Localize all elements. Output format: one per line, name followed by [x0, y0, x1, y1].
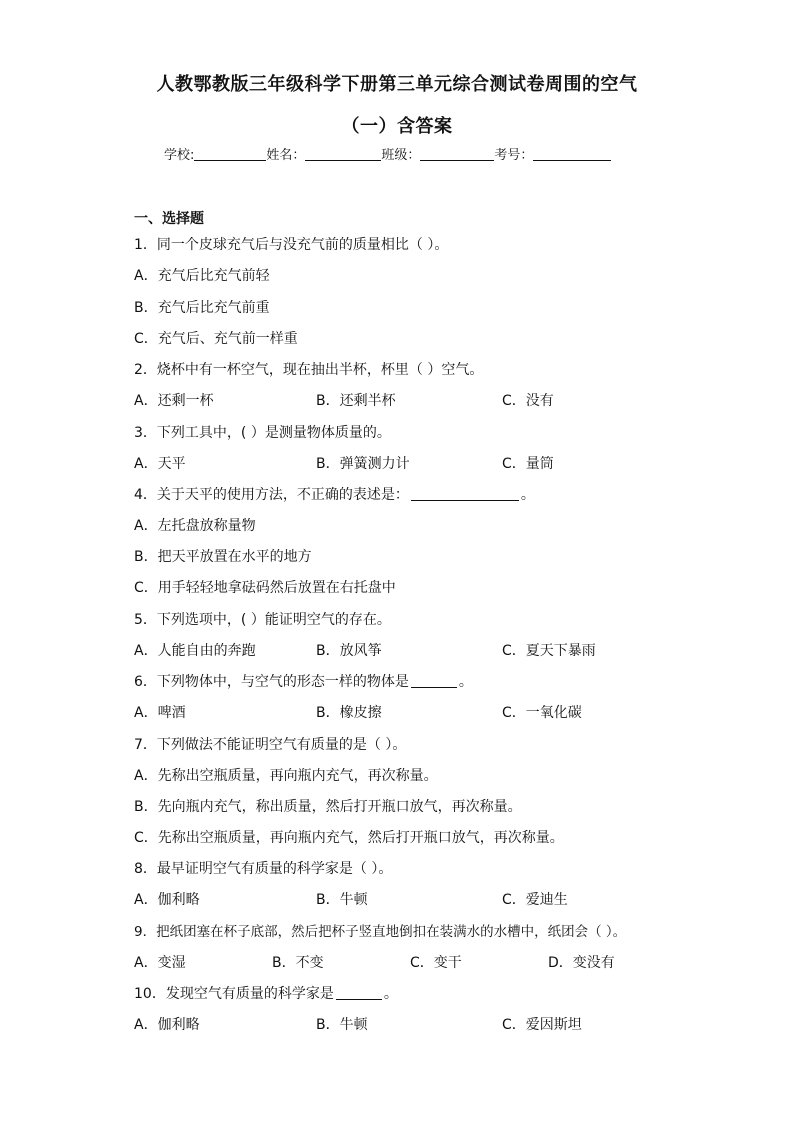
question-option[interactable]: A．伽利略 [134, 892, 200, 908]
question-text: 8．最早证明空气有质量的科学家是（ ）。 [134, 861, 393, 877]
question-end: 。 [520, 487, 535, 503]
question-row [134, 484, 535, 504]
question-option[interactable]: D．变没有 [548, 955, 615, 971]
number-label: 考号： [494, 148, 534, 163]
school-blank[interactable] [194, 146, 266, 161]
question-option[interactable]: C．充气后、充气前一样重 [134, 331, 298, 347]
question-option[interactable]: B．放风筝 [316, 643, 382, 659]
question-option[interactable]: A．还剩一杯 [134, 393, 214, 409]
question-option[interactable]: A．人能自由的奔跑 [134, 643, 256, 659]
question-option[interactable]: C．爱因斯坦 [502, 1017, 582, 1033]
question-option[interactable]: B．弹簧测力计 [316, 456, 410, 472]
class-label: 班级： [381, 148, 421, 163]
answer-blank[interactable] [411, 486, 519, 501]
question-option[interactable]: A．先称出空瓶质量，再向瓶内充气，再次称量。 [134, 768, 438, 784]
question-option[interactable]: B．充气后比充气前重 [134, 300, 270, 316]
page-title: 人教鄂教版三年级科学下册第三单元综合测试卷周围的空气 [156, 74, 638, 95]
question-option[interactable]: A．变湿 [134, 955, 186, 971]
question-text: 1．同一个皮球充气后与没充气前的质量相比（ ）。 [134, 237, 449, 253]
question-option[interactable]: B．不变 [272, 955, 324, 971]
question-option[interactable]: A．左托盘放称量物 [134, 518, 256, 534]
question-option[interactable]: B．牛顿 [316, 1017, 368, 1033]
page-subtitle: （一）含答案 [341, 116, 453, 137]
question-option[interactable]: B．把天平放置在水平的地方 [134, 549, 312, 565]
question-option[interactable]: C．夏天下暴雨 [502, 643, 596, 659]
question-option[interactable]: A．充气后比充气前轻 [134, 268, 270, 284]
question-option[interactable]: C．爱迪生 [502, 892, 568, 908]
question-option[interactable]: A．天平 [134, 456, 186, 472]
question-text: 2．烧杯中有一杯空气，现在抽出半杯，杯里（ ）空气。 [134, 362, 484, 378]
question-end: 。 [383, 986, 398, 1002]
question-option[interactable]: A．啤酒 [134, 705, 186, 721]
question-option[interactable]: C．变干 [410, 955, 462, 971]
question-text: 5．下列选项中，( ）能证明空气的存在。 [134, 612, 391, 628]
name-label: 姓名： [266, 148, 306, 163]
number-blank[interactable] [533, 146, 611, 161]
question-option[interactable]: A．伽利略 [134, 1017, 200, 1033]
question-option[interactable]: B．还剩半杯 [316, 393, 396, 409]
class-blank[interactable] [420, 146, 494, 161]
question-option[interactable]: C．用手轻轻地拿砝码然后放置在右托盘中 [134, 580, 396, 596]
question-text: 3．下列工具中，( ）是测量物体质量的。 [134, 425, 391, 441]
question-option[interactable]: C．一氧化碳 [502, 705, 582, 721]
question-row [134, 983, 398, 1003]
question-option[interactable]: B．橡皮擦 [316, 705, 382, 721]
question-text: 4．关于天平的使用方法，不正确的表述是： [134, 487, 409, 503]
school-label: 学校: [164, 148, 195, 163]
question-text: 10．发现空气有质量的科学家是 [134, 986, 334, 1002]
question-option[interactable]: B．牛顿 [316, 892, 368, 908]
question-option[interactable]: C．量筒 [502, 456, 554, 472]
question-text: 7．下列做法不能证明空气有质量的是（ ）。 [134, 737, 407, 753]
question-option[interactable]: C．先称出空瓶质量，再向瓶内充气，然后打开瓶口放气，再次称量。 [134, 830, 564, 846]
answer-blank[interactable] [336, 985, 382, 1000]
section-heading: 一、选择题 [134, 211, 204, 227]
question-option[interactable]: B．先向瓶内充气，称出质量，然后打开瓶口放气，再次称量。 [134, 799, 522, 815]
name-blank[interactable] [305, 146, 381, 161]
question-row [134, 671, 473, 691]
question-text: 9．把纸团塞在杯子底部，然后把杯子竖直地倒扣在装满水的水槽中，纸团会（ ）。 [134, 924, 627, 940]
question-end: 。 [458, 674, 473, 690]
question-option[interactable]: C．没有 [502, 393, 554, 409]
student-info-row [164, 144, 611, 163]
question-text: 6．下列物体中，与空气的形态一样的物体是 [134, 674, 409, 690]
answer-blank[interactable] [411, 673, 457, 688]
